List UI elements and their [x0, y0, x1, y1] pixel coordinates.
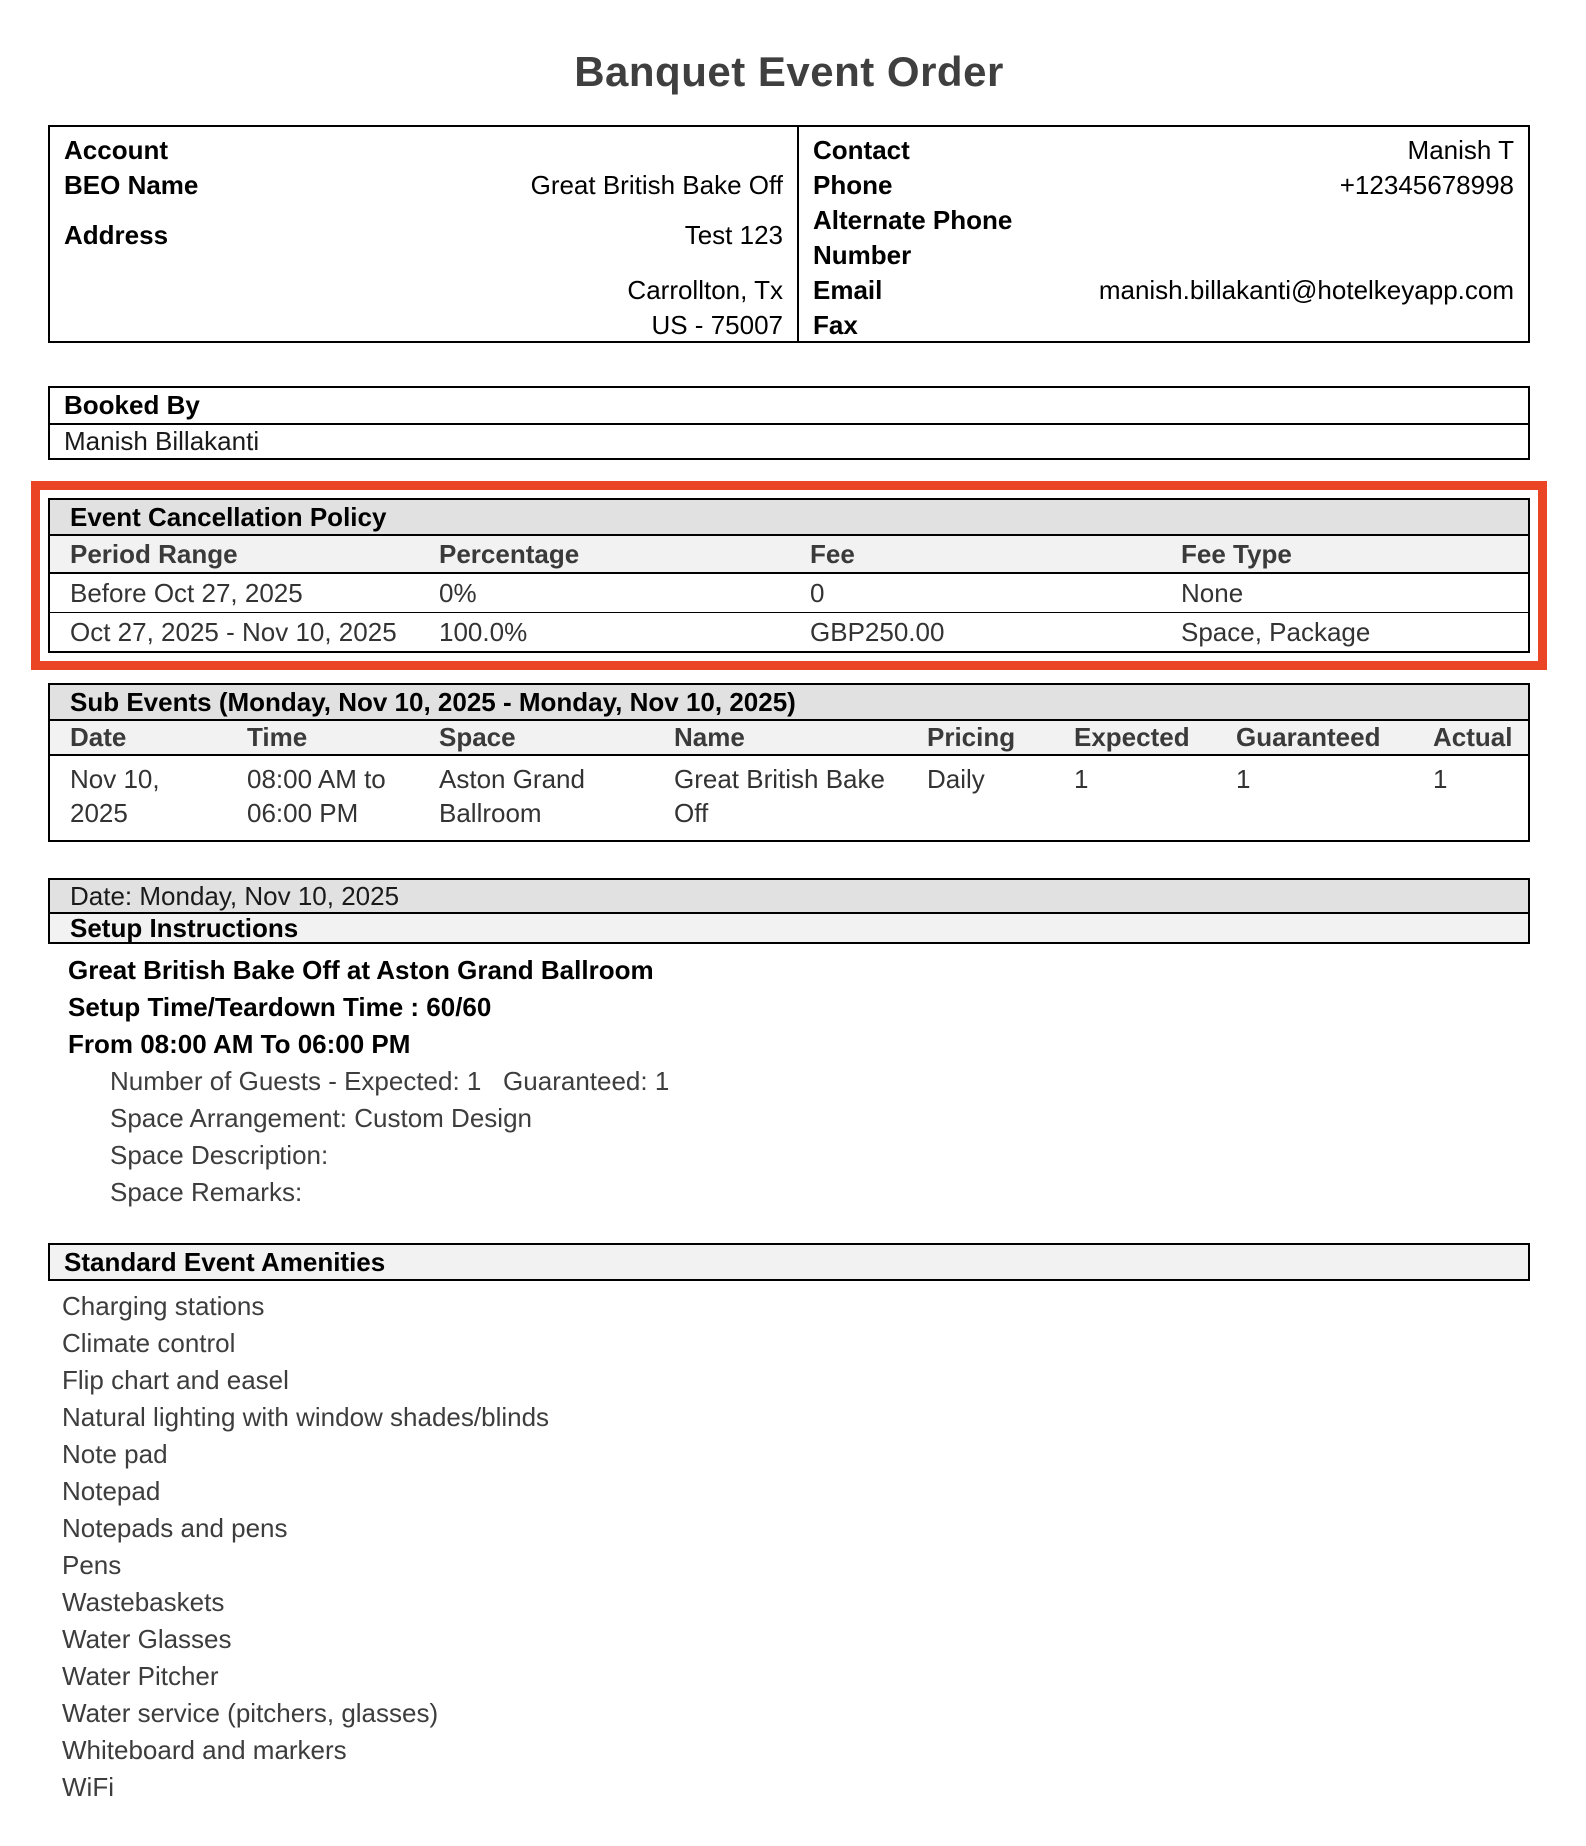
amenity-item: Whiteboard and markers — [62, 1735, 347, 1765]
page-title: Banquet Event Order — [574, 48, 1004, 95]
col-space: Space — [439, 722, 516, 752]
sub-event-pricing: Daily — [927, 764, 985, 794]
alt-phone-label: Alternate Phone Number — [813, 205, 1013, 270]
cancellation-table — [48, 498, 1530, 653]
sub-event-time: 08:00 AM to 06:00 PM — [247, 764, 386, 828]
booked-by-table — [48, 386, 1530, 460]
email-label: Email — [813, 275, 883, 305]
setup-teardown-line: Setup Time/Teardown Time : 60/60 — [68, 992, 492, 1022]
col-expected: Expected — [1074, 722, 1190, 752]
address-row — [64, 218, 783, 253]
setup-instructions-block — [48, 952, 1530, 1211]
beo-name-label: BEO Name — [64, 170, 199, 200]
email-row — [813, 273, 1514, 308]
col-percentage: Percentage — [439, 539, 580, 569]
sub-events-header-row — [50, 721, 1528, 756]
setup-description-line: Space Description: — [110, 1140, 329, 1170]
beo-name-row — [64, 168, 783, 203]
address-line1: Test 123 — [684, 220, 783, 250]
setup-time-line: From 08:00 AM To 06:00 PM — [68, 1029, 411, 1059]
fee-type-value: Space, Package — [1181, 617, 1371, 647]
amenity-item: Natural lighting with window shades/blinds — [62, 1402, 550, 1432]
setup-event-line: Great British Bake Off at Aston Grand Ballroom — [68, 955, 654, 985]
sub-event-space: Aston Grand Ballroom — [439, 764, 585, 828]
fee-value: GBP250.00 — [810, 617, 945, 647]
account-row — [64, 133, 783, 168]
amenity-item: Wastebaskets — [62, 1587, 225, 1617]
cancellation-row — [50, 612, 1528, 651]
fax-row — [813, 308, 1514, 343]
percentage-value: 0% — [439, 578, 477, 608]
amenities-list — [48, 1288, 1530, 1806]
col-time: Time — [247, 722, 308, 752]
cancellation-highlight-box — [31, 481, 1547, 670]
phone-label: Phone — [813, 170, 893, 200]
day-section-table — [48, 878, 1530, 944]
booked-by-label: Booked By — [50, 388, 1528, 425]
col-fee-type: Fee Type — [1181, 539, 1292, 569]
amenity-item: Notepad — [62, 1476, 161, 1506]
col-actual: Actual — [1433, 722, 1513, 752]
col-pricing: Pricing — [927, 722, 1016, 752]
amenity-item: WiFi — [62, 1772, 114, 1802]
amenity-item: Climate control — [62, 1328, 236, 1358]
address-line2: Carrollton, Tx — [627, 275, 783, 305]
email-value: manish.billakanti@hotelkeyapp.com — [1098, 275, 1514, 305]
fax-label: Fax — [813, 310, 858, 340]
sub-event-name: Great British Bake Off — [674, 764, 885, 828]
contact-row — [813, 133, 1514, 168]
contact-name: Manish T — [1407, 135, 1514, 165]
cancellation-title: Event Cancellation Policy — [50, 500, 1528, 536]
setup-arrangement-line: Space Arrangement: Custom Design — [110, 1103, 532, 1133]
sub-event-actual: 1 — [1433, 764, 1448, 794]
booked-by-name: Manish Billakanti — [64, 426, 260, 456]
address-row-2 — [64, 273, 783, 308]
amenity-item: Pens — [62, 1550, 122, 1580]
sub-event-date: Nov 10, 2025 — [70, 764, 160, 828]
beo-name-value: Great British Bake Off — [530, 170, 783, 200]
phone-value: +12345678998 — [1339, 170, 1514, 200]
fee-type-value: None — [1181, 578, 1244, 608]
alt-phone-value — [1053, 203, 1514, 273]
address-line3: US - 75007 — [651, 310, 783, 340]
col-name: Name — [674, 722, 745, 752]
col-period-range: Period Range — [70, 539, 238, 569]
sub-event-guaranteed: 1 — [1236, 764, 1251, 794]
amenities-header: Standard Event Amenities — [48, 1243, 1530, 1281]
amenity-item: Charging stations — [62, 1291, 265, 1321]
address-row-3 — [64, 308, 783, 343]
amenity-item: Note pad — [62, 1439, 168, 1469]
alt-phone-row — [813, 203, 1514, 273]
account-value — [304, 133, 783, 168]
amenity-item: Water service (pitchers, glasses) — [62, 1698, 439, 1728]
account-contact-table — [48, 125, 1530, 343]
period-value: Before Oct 27, 2025 — [70, 578, 303, 608]
day-date-header: Date: Monday, Nov 10, 2025 — [50, 880, 1528, 914]
setup-guests-line: Number of Guests - Expected: 1 Guaranteed: 1 — [110, 1066, 670, 1096]
amenity-item: Flip chart and easel — [62, 1365, 289, 1395]
sub-event-expected: 1 — [1074, 764, 1089, 794]
contact-section — [799, 127, 1528, 341]
address-label: Address — [64, 220, 169, 250]
sub-events-table — [48, 683, 1530, 842]
col-date: Date — [70, 722, 127, 752]
amenity-item: Water Glasses — [62, 1624, 232, 1654]
account-section — [50, 127, 799, 341]
col-guaranteed: Guaranteed — [1236, 722, 1381, 752]
setup-instructions-header: Setup Instructions — [50, 914, 1528, 942]
amenity-item: Water Pitcher — [62, 1661, 219, 1691]
cancellation-header-row — [50, 536, 1528, 574]
amenity-item: Notepads and pens — [62, 1513, 288, 1543]
fee-value: 0 — [810, 578, 825, 608]
sub-event-row — [50, 756, 1528, 840]
sub-events-title: Sub Events (Monday, Nov 10, 2025 - Monday, Nov 10, 2025) — [50, 685, 1528, 721]
setup-remarks-line: Space Remarks: — [110, 1177, 303, 1207]
percentage-value: 100.0% — [439, 617, 528, 647]
contact-label: Contact — [813, 135, 910, 165]
col-fee: Fee — [810, 539, 855, 569]
cancellation-row — [50, 574, 1528, 612]
period-value: Oct 27, 2025 - Nov 10, 2025 — [70, 617, 397, 647]
account-label: Account — [64, 135, 168, 165]
fax-value — [1053, 308, 1514, 343]
phone-row — [813, 168, 1514, 203]
